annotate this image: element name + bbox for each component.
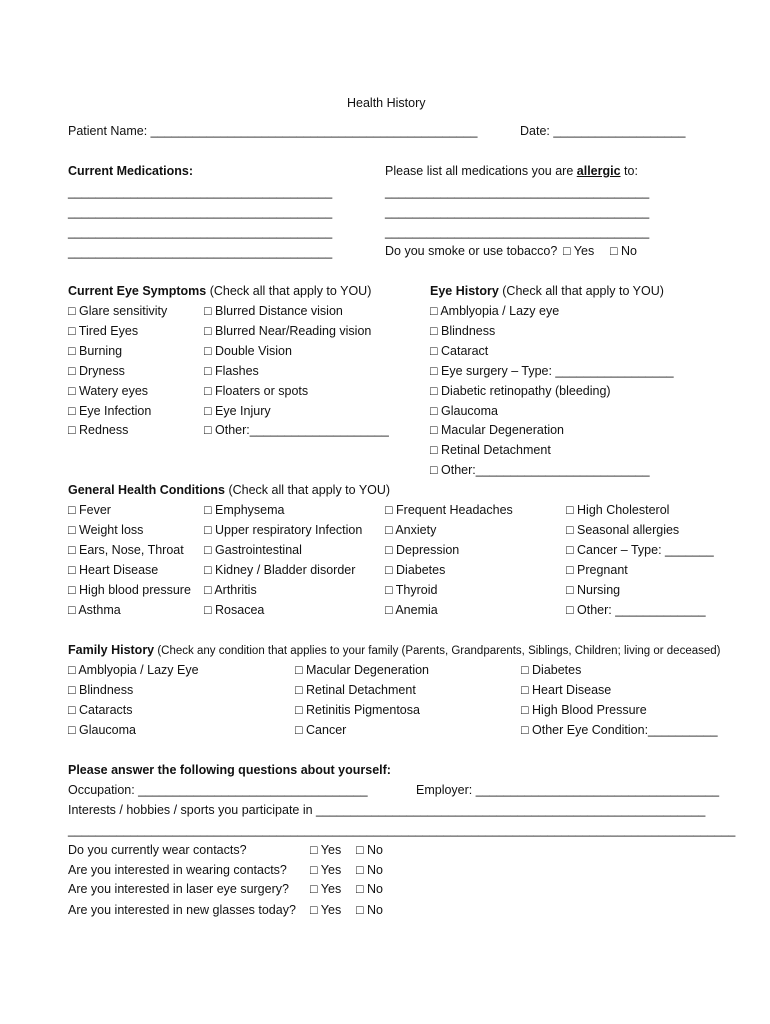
tobacco-question: Do you smoke or use tobacco?	[385, 244, 558, 258]
family-condition-checkbox[interactable]: □ Blindness	[68, 683, 134, 697]
eye-symptom-checkbox[interactable]: □ Flashes	[204, 364, 259, 378]
family-history-header	[68, 642, 720, 659]
general-health-heading: General Health Conditions	[68, 483, 225, 497]
tobacco-yes-checkbox[interactable]: □ Yes	[563, 244, 595, 258]
health-condition-checkbox[interactable]: □ Other: _____________	[566, 603, 706, 617]
eye-history-checkbox[interactable]: □ Macular Degeneration	[430, 423, 565, 437]
health-condition-checkbox[interactable]: □ Asthma	[68, 603, 121, 617]
medication-line[interactable]: ______________________________________	[68, 245, 333, 259]
health-condition-checkbox[interactable]: □ Upper respiratory Infection	[204, 523, 363, 537]
health-condition-checkbox[interactable]: □ Depression	[385, 543, 460, 557]
health-condition-checkbox[interactable]: □ High Cholesterol	[566, 503, 670, 517]
family-condition-checkbox[interactable]: □ Heart Disease	[521, 683, 612, 697]
contacts-no-checkbox[interactable]: □ No	[356, 843, 384, 857]
general-health-header	[68, 482, 390, 498]
health-condition-checkbox[interactable]: □ Pregnant	[566, 563, 628, 577]
employer-field[interactable]: Employer: ___________________________________	[416, 783, 720, 797]
allergy-line[interactable]: ______________________________________	[385, 185, 650, 199]
allergy-prompt	[385, 163, 638, 179]
interests-continuation-line[interactable]: ________________________________________________________________________________________________	[68, 823, 736, 837]
question-wearing-contacts: Are you interested in wearing contacts?	[68, 863, 287, 877]
health-condition-checkbox[interactable]: □ Rosacea	[204, 603, 265, 617]
medication-line[interactable]: ______________________________________	[68, 225, 333, 239]
eye-symptom-checkbox[interactable]: □ Redness	[68, 423, 129, 437]
family-condition-checkbox[interactable]: □ Other Eye Condition:__________	[521, 723, 718, 737]
interests-field[interactable]: Interests / hobbies / sports you participate in ________________________________________________________	[68, 803, 706, 817]
medication-line[interactable]: ______________________________________	[68, 185, 333, 199]
eye-symptom-checkbox[interactable]: □ Watery eyes	[68, 384, 149, 398]
tobacco-no-checkbox[interactable]: □ No	[610, 244, 638, 258]
eye-history-note: (Check all that apply to YOU)	[498, 284, 664, 298]
eye-symptom-checkbox[interactable]: □ Dryness	[68, 364, 125, 378]
family-condition-checkbox[interactable]: □ Cancer	[295, 723, 347, 737]
eye-symptom-checkbox[interactable]: □ Blurred Distance vision	[204, 304, 343, 318]
occupation-field[interactable]: Occupation: _________________________________	[68, 783, 368, 797]
family-condition-checkbox[interactable]: □ Retinal Detachment	[295, 683, 416, 697]
wearing-contacts-no-checkbox[interactable]: □ No	[356, 863, 384, 877]
health-condition-checkbox[interactable]: □ Arthritis	[204, 583, 257, 597]
family-history-heading: Family History	[68, 643, 155, 657]
health-condition-checkbox[interactable]: □ High blood pressure	[68, 583, 191, 597]
question-contacts: Do you currently wear contacts?	[68, 843, 247, 857]
patient-name-field[interactable]: Patient Name: _______________________________________________	[68, 124, 478, 138]
health-condition-checkbox[interactable]: □ Kidney / Bladder disorder	[204, 563, 356, 577]
family-condition-checkbox[interactable]: □ Amblyopia / Lazy Eye	[68, 663, 199, 677]
eye-symptoms-heading: Current Eye Symptoms	[68, 284, 207, 298]
eye-symptom-checkbox[interactable]: □ Other:____________________	[204, 423, 389, 437]
eye-history-checkbox[interactable]: □ Cataract	[430, 344, 489, 358]
health-condition-checkbox[interactable]: □ Seasonal allergies	[566, 523, 680, 537]
health-condition-checkbox[interactable]: □ Nursing	[566, 583, 621, 597]
question-new-glasses: Are you interested in new glasses today?	[68, 903, 296, 917]
eye-symptom-checkbox[interactable]: □ Floaters or spots	[204, 384, 309, 398]
eye-history-header	[430, 283, 664, 299]
eye-symptom-checkbox[interactable]: □ Glare sensitivity	[68, 304, 168, 318]
eye-symptom-checkbox[interactable]: □ Blurred Near/Reading vision	[204, 324, 372, 338]
eye-history-checkbox[interactable]: □ Other:_________________________	[430, 463, 650, 477]
health-condition-checkbox[interactable]: □ Gastrointestinal	[204, 543, 302, 557]
eye-history-checkbox[interactable]: □ Glaucoma	[430, 404, 498, 418]
eye-symptom-checkbox[interactable]: □ Burning	[68, 344, 123, 358]
eye-history-checkbox[interactable]: □ Retinal Detachment	[430, 443, 551, 457]
health-condition-checkbox[interactable]: □ Anemia	[385, 603, 438, 617]
allergy-suffix: to:	[620, 164, 638, 178]
eye-history-checkbox[interactable]: □ Blindness	[430, 324, 496, 338]
general-health-note: (Check all that apply to YOU)	[224, 483, 391, 497]
eye-symptoms-header	[68, 283, 371, 299]
health-condition-checkbox[interactable]: □ Diabetes	[385, 563, 446, 577]
family-condition-checkbox[interactable]: □ Diabetes	[521, 663, 582, 677]
laser-surgery-no-checkbox[interactable]: □ No	[356, 882, 384, 896]
health-condition-checkbox[interactable]: □ Fever	[68, 503, 111, 517]
allergy-line[interactable]: ______________________________________	[385, 205, 650, 219]
new-glasses-no-checkbox[interactable]: □ No	[356, 903, 384, 917]
eye-history-checkbox[interactable]: □ Amblyopia / Lazy eye	[430, 304, 560, 318]
family-history-note: (Check any condition that applies to your family (Parents, Grandparents, Siblings, Children; living or deceased)	[154, 645, 721, 657]
eye-symptom-checkbox[interactable]: □ Tired Eyes	[68, 324, 139, 338]
medication-line[interactable]: ______________________________________	[68, 205, 333, 219]
allergy-emphasis: allergic	[576, 164, 621, 178]
wearing-contacts-yes-checkbox[interactable]: □ Yes	[310, 863, 342, 877]
new-glasses-yes-checkbox[interactable]: □ Yes	[310, 903, 342, 917]
allergy-line[interactable]: ______________________________________	[385, 225, 650, 239]
health-condition-checkbox[interactable]: □ Anxiety	[385, 523, 437, 537]
health-condition-checkbox[interactable]: □ Heart Disease	[68, 563, 159, 577]
page-title: Health History	[347, 96, 426, 110]
eye-symptom-checkbox[interactable]: □ Eye Injury	[204, 404, 271, 418]
eye-symptom-checkbox[interactable]: □ Double Vision	[204, 344, 292, 358]
medications-heading: Current Medications:	[68, 164, 194, 178]
contacts-yes-checkbox[interactable]: □ Yes	[310, 843, 342, 857]
allergy-prefix: Please list all medications you are	[385, 164, 577, 178]
family-condition-checkbox[interactable]: □ Macular Degeneration	[295, 663, 430, 677]
health-condition-checkbox[interactable]: □ Ears, Nose, Throat	[68, 543, 184, 557]
health-condition-checkbox[interactable]: □ Cancer – Type: _______	[566, 543, 714, 557]
date-field[interactable]: Date: ___________________	[520, 124, 686, 138]
family-condition-checkbox[interactable]: □ Cataracts	[68, 703, 133, 717]
family-condition-checkbox[interactable]: □ Retinitis Pigmentosa	[295, 703, 420, 717]
health-condition-checkbox[interactable]: □ Frequent Headaches	[385, 503, 513, 517]
eye-symptoms-note: (Check all that apply to YOU)	[206, 284, 372, 298]
eye-symptom-checkbox[interactable]: □ Eye Infection	[68, 404, 152, 418]
family-condition-checkbox[interactable]: □ Glaucoma	[68, 723, 136, 737]
health-condition-checkbox[interactable]: □ Thyroid	[385, 583, 438, 597]
eye-history-checkbox[interactable]: □ Diabetic retinopathy (bleeding)	[430, 384, 611, 398]
about-heading: Please answer the following questions about yourself:	[68, 763, 391, 777]
eye-history-heading: Eye History	[430, 284, 499, 298]
laser-surgery-yes-checkbox[interactable]: □ Yes	[310, 882, 342, 896]
health-condition-checkbox[interactable]: □ Emphysema	[204, 503, 285, 517]
health-condition-checkbox[interactable]: □ Weight loss	[68, 523, 144, 537]
question-laser-surgery: Are you interested in laser eye surgery?	[68, 882, 289, 896]
eye-history-checkbox[interactable]: □ Eye surgery – Type: _________________	[430, 364, 674, 378]
family-condition-checkbox[interactable]: □ High Blood Pressure	[521, 703, 647, 717]
